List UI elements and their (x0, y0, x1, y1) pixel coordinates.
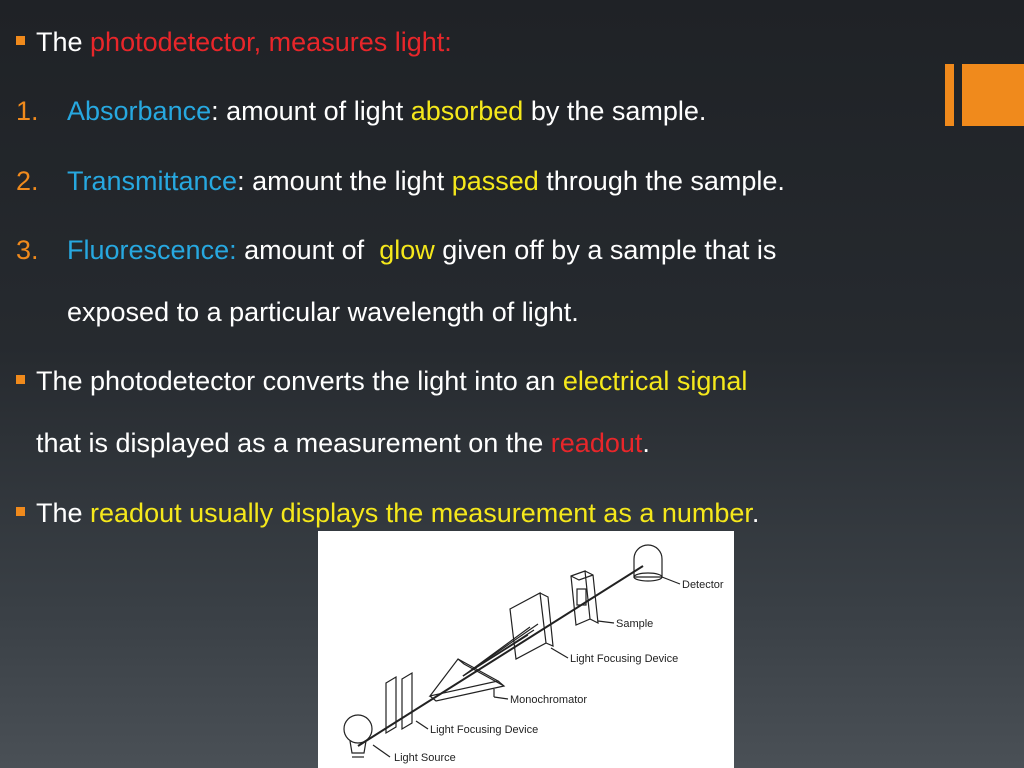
item-number: 1. (16, 96, 39, 126)
light-source-label: Light Source (394, 752, 456, 764)
light-bulb-icon (344, 715, 372, 757)
item-term: Transmittance (67, 166, 238, 196)
item-text-end: given off by a sample that is (434, 235, 777, 265)
readout-key: readout (550, 428, 643, 458)
deco-bar (945, 64, 954, 126)
item-key: passed (451, 166, 539, 196)
deco-block (962, 64, 1024, 126)
bullet-square-icon (16, 375, 25, 384)
converts-text-2: that is displayed as a measurement on the (36, 428, 551, 458)
item-term: Fluorescence: (67, 235, 237, 265)
item-number: 3. (16, 235, 39, 265)
item-text: : amount the light (237, 166, 452, 196)
spectrophotometer-diagram (318, 531, 734, 768)
readout-highlight: readout usually displays the measurement as a number (90, 498, 752, 528)
readout-text: The (36, 498, 91, 528)
diagram-svg (318, 531, 734, 768)
item-term: Absorbance (67, 96, 212, 126)
focusing-device-bottom-label: Light Focusing Device (430, 724, 539, 736)
detector-icon (634, 545, 662, 581)
item-key: absorbed (410, 96, 524, 126)
intro-text: The (36, 27, 91, 57)
item-text: : amount of light (211, 96, 411, 126)
sample-label: Sample (616, 618, 654, 630)
readout-period: . (751, 498, 760, 528)
converts-text: The photodetector converts the light into an (36, 366, 563, 396)
item-key: glow (379, 235, 435, 265)
focusing-device-top-label: Light Focusing Device (570, 653, 679, 665)
monochromator-icon (430, 659, 504, 701)
monochromator-label: Monochromator (510, 694, 588, 706)
detector-label: Detector (682, 579, 724, 591)
bullet-square-icon (16, 507, 25, 516)
intro-highlight: photodetector, measures light: (90, 27, 452, 57)
item-number: 2. (16, 166, 39, 196)
converts-key: electrical signal (562, 366, 748, 396)
bullet-square-icon (16, 36, 25, 45)
item-text: amount of (236, 235, 380, 265)
item-text-end: through the sample. (538, 166, 785, 196)
focusing-device-bottom-icon (386, 673, 412, 733)
item-text-end: by the sample. (523, 96, 707, 126)
converts-period: . (642, 428, 650, 458)
